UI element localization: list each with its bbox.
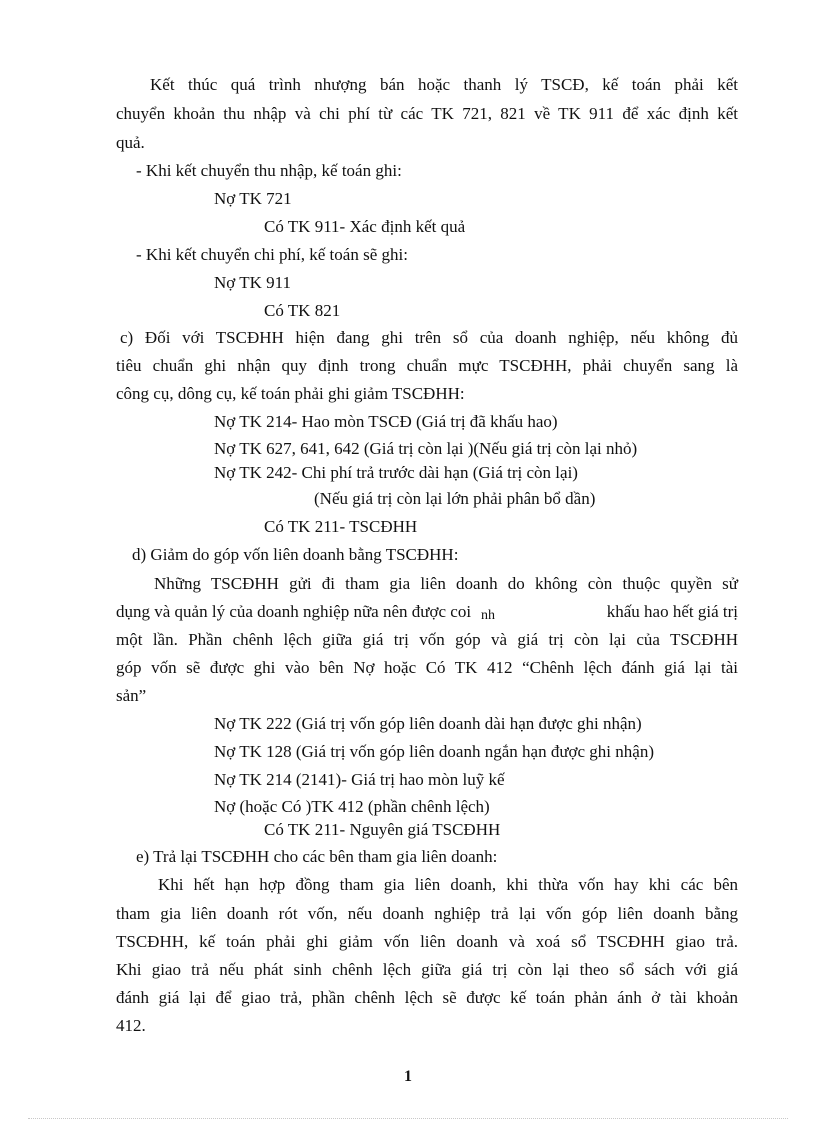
section-e-line: Khi giao trả nếu phát sinh chênh lệch giữa giá trị còn lại theo sổ sách với giá xyxy=(116,960,738,979)
section-d-line: Những TSCĐHH gửi đi tham gia liên doanh do không còn thuộc quyền sử xyxy=(154,574,738,593)
paragraph-line: chuyển khoản thu nhập và chi phí từ các TK 721, 821 về TK 911 để xác định kết xyxy=(116,104,738,123)
section-e-line: 412. xyxy=(116,1016,146,1035)
journal-entry-debit: Nợ (hoặc Có )TK 412 (phần chênh lệch) xyxy=(214,797,490,816)
income-transfer-heading: - Khi kết chuyển thu nhập, kế toán ghi: xyxy=(136,161,402,180)
journal-entry-debit: Nợ TK 627, 641, 642 (Giá trị còn lại )(Nếu giá trị còn lại nhỏ) xyxy=(214,439,638,458)
section-e-line: TSCĐHH, kế toán phải ghi giảm vốn liên doanh và xoá sổ TSCĐHH giao trả. xyxy=(116,932,738,951)
section-e-heading: e) Trả lại TSCĐHH cho các bên tham gia liên doanh: xyxy=(136,847,498,866)
section-e-line: đánh giá lại để giao trả, phần chênh lệch sẽ được kế toán phản ánh ở tài khoản xyxy=(116,988,738,1007)
section-c-line: c) Đối với TSCĐHH hiện đang ghi trên sổ của doanh nghiệp, nếu không đủ xyxy=(120,328,738,347)
journal-entry-debit: Nợ TK 911 xyxy=(214,273,291,292)
journal-entry-credit: Có TK 211- TSCĐHH xyxy=(264,517,418,536)
section-d-line-tail xyxy=(471,601,738,623)
journal-entry-debit: Nợ TK 128 (Giá trị vốn góp liên doanh ngắn hạn được ghi nhận) xyxy=(214,742,654,761)
section-e-line: Khi hết hạn hợp đồng tham gia liên doanh, khi thừa vốn hay khi các bên xyxy=(158,875,738,894)
page-number: 1 xyxy=(404,1068,412,1085)
journal-entry-debit: Nợ TK 222 (Giá trị vốn góp liên doanh dài hạn được ghi nhận) xyxy=(214,714,642,733)
journal-entry-credit: Có TK 821 xyxy=(264,301,341,320)
section-d-line xyxy=(116,601,738,623)
journal-entry-debit: Nợ TK 242- Chi phí trả trước dài hạn (Giá trị còn lại) xyxy=(214,463,578,482)
expense-transfer-heading: - Khi kết chuyển chi phí, kế toán sẽ ghi: xyxy=(136,245,408,264)
paragraph-line: quả. xyxy=(116,133,145,152)
section-e-line: tham gia liên doanh rót vốn, nếu doanh nghiệp trả lại vốn góp liên doanh bằng xyxy=(116,904,738,923)
section-d-line: một lần. Phần chênh lệch giữa giá trị vốn góp và giá trị còn lại của TSCĐHH xyxy=(116,630,738,649)
section-d-line: góp vốn sẽ được ghi vào bên Nợ hoặc Có TK 412 “Chênh lệch đánh giá lại tài xyxy=(116,658,738,677)
journal-entry-note: (Nếu giá trị còn lại lớn phải phân bổ dần) xyxy=(314,489,596,508)
journal-entry-debit: Nợ TK 721 xyxy=(214,189,292,208)
journal-entry-credit: Có TK 211- Nguyên giá TSCĐHH xyxy=(264,820,501,839)
paragraph-line: Kết thúc quá trình nhượng bán hoặc thanh lý TSCĐ, kế toán phải kết xyxy=(150,75,738,94)
journal-entry-debit: Nợ TK 214 (2141)- Giá trị hao mòn luỹ kế xyxy=(214,770,505,789)
page-bottom-divider xyxy=(28,1118,788,1119)
journal-entry-credit: Có TK 911- Xác định kết quả xyxy=(264,217,466,236)
section-d-line-part: dụng và quản lý của doanh nghiệp nữa nên được coi xyxy=(116,602,472,621)
section-d-line: sản” xyxy=(116,686,147,705)
subscript-fragment: nh xyxy=(481,608,496,623)
section-d-heading: d) Giảm do góp vốn liên doanh bằng TSCĐHH: xyxy=(132,545,459,564)
section-d-line-part: khấu hao hết giá trị xyxy=(606,602,738,621)
section-c-line: tiêu chuẩn ghi nhận quy định trong chuẩn mực TSCĐHH, phải chuyển sang là xyxy=(116,356,738,375)
journal-entry-debit: Nợ TK 214- Hao mòn TSCĐ (Giá trị đã khấu hao) xyxy=(214,412,558,431)
section-c-line: công cụ, dông cụ, kế toán phải ghi giảm TSCĐHH: xyxy=(116,384,465,403)
